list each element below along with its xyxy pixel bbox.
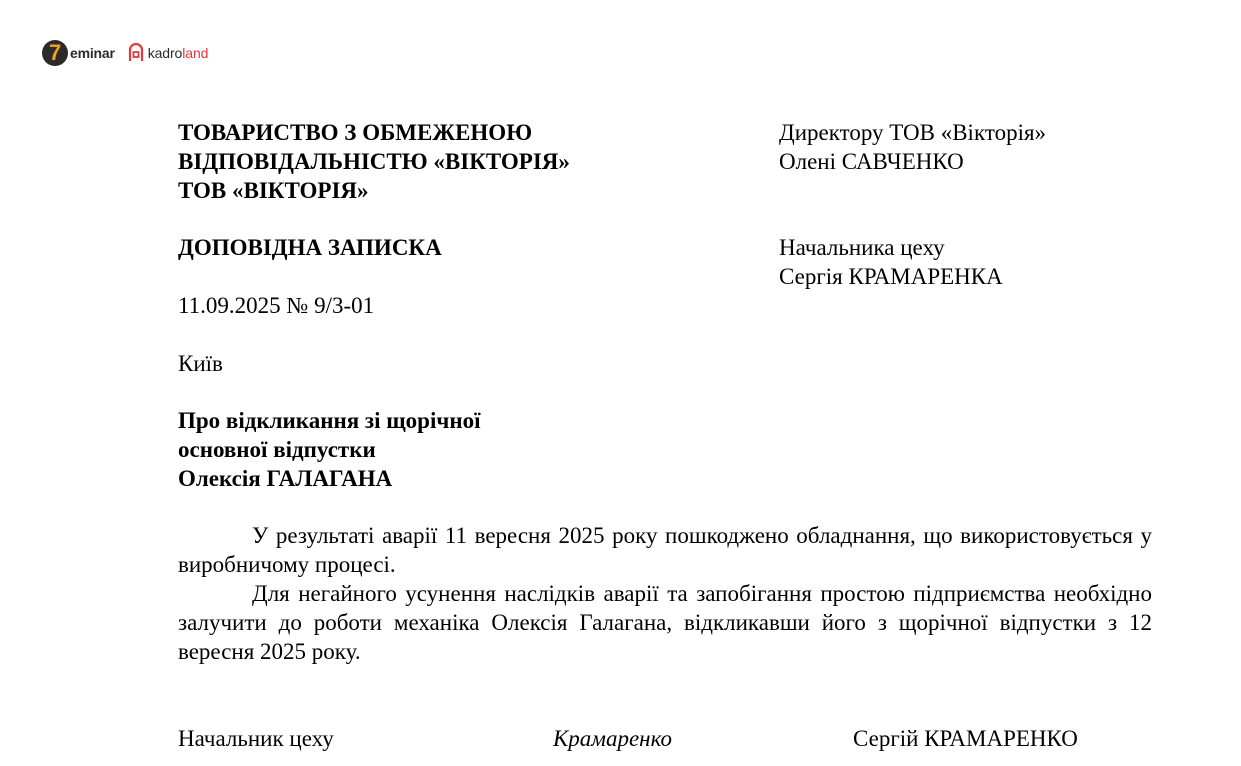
- kadroland-text: [148, 45, 209, 61]
- kadroland-logo-icon: [127, 43, 145, 63]
- signature: Крамаренко: [553, 726, 672, 751]
- kadroland-text-part1: kadro: [147, 45, 183, 61]
- subject-line: основної відпустки: [178, 437, 376, 462]
- organization-line: ВІДПОВІДАЛЬНІСТЮ «ВІКТОРІЯ»: [178, 149, 570, 174]
- subject-heading: [178, 406, 480, 493]
- sender-name: Сергія КРАМАРЕНКА: [779, 264, 1003, 289]
- sender-position: Начальника цеху: [779, 235, 945, 260]
- body-paragraph: У результаті аварії 11 вересня 2025 року пошкоджено обладнання, що використовується у виробничому процесі.: [178, 523, 1152, 577]
- kadroland-text-part2: land: [182, 45, 209, 61]
- date-and-number: 11.09.2025 № 9/3-01: [178, 293, 375, 318]
- logo-bar: [42, 38, 208, 68]
- addressee-name: Олені САВЧЕНКО: [779, 149, 964, 174]
- memo-body: [178, 521, 1152, 666]
- document-type: ДОПОВІДНА ЗАПИСКА: [178, 235, 442, 260]
- subject-line: Про відкликання зі щорічної: [178, 408, 481, 433]
- signature-position: Начальник цеху: [178, 726, 334, 751]
- organization-short-name: ТОВ «ВІКТОРІЯ»: [178, 178, 369, 203]
- organization-name: [178, 118, 570, 205]
- zeminar-digit: 7: [49, 40, 62, 65]
- signature-name: Сергій КРАМАРЕНКО: [853, 726, 1078, 751]
- organization-line: ТОВАРИСТВО З ОБМЕЖЕНОЮ: [178, 120, 533, 145]
- sender-block: [779, 233, 1003, 291]
- place-of-issue: Київ: [178, 351, 223, 376]
- subject-line: Олексія ГАЛАГАНА: [178, 466, 393, 491]
- addressee-position: Директору ТОВ «Вікторія»: [779, 120, 1047, 145]
- zeminar-text: eminar: [70, 45, 115, 61]
- kadroland-logo: [127, 43, 209, 63]
- addressee-block: [779, 118, 1046, 176]
- zeminar-logo-icon: [42, 40, 68, 66]
- body-paragraph: Для негайного усунення наслідків аварії та запобігання простою підприємства необхідно залучити до роботи механіка Олексія Галагана, відкликавши його з щорічної відпустки з 12 вересня 2025 року.: [178, 581, 1152, 664]
- zeminar-logo: [42, 40, 115, 66]
